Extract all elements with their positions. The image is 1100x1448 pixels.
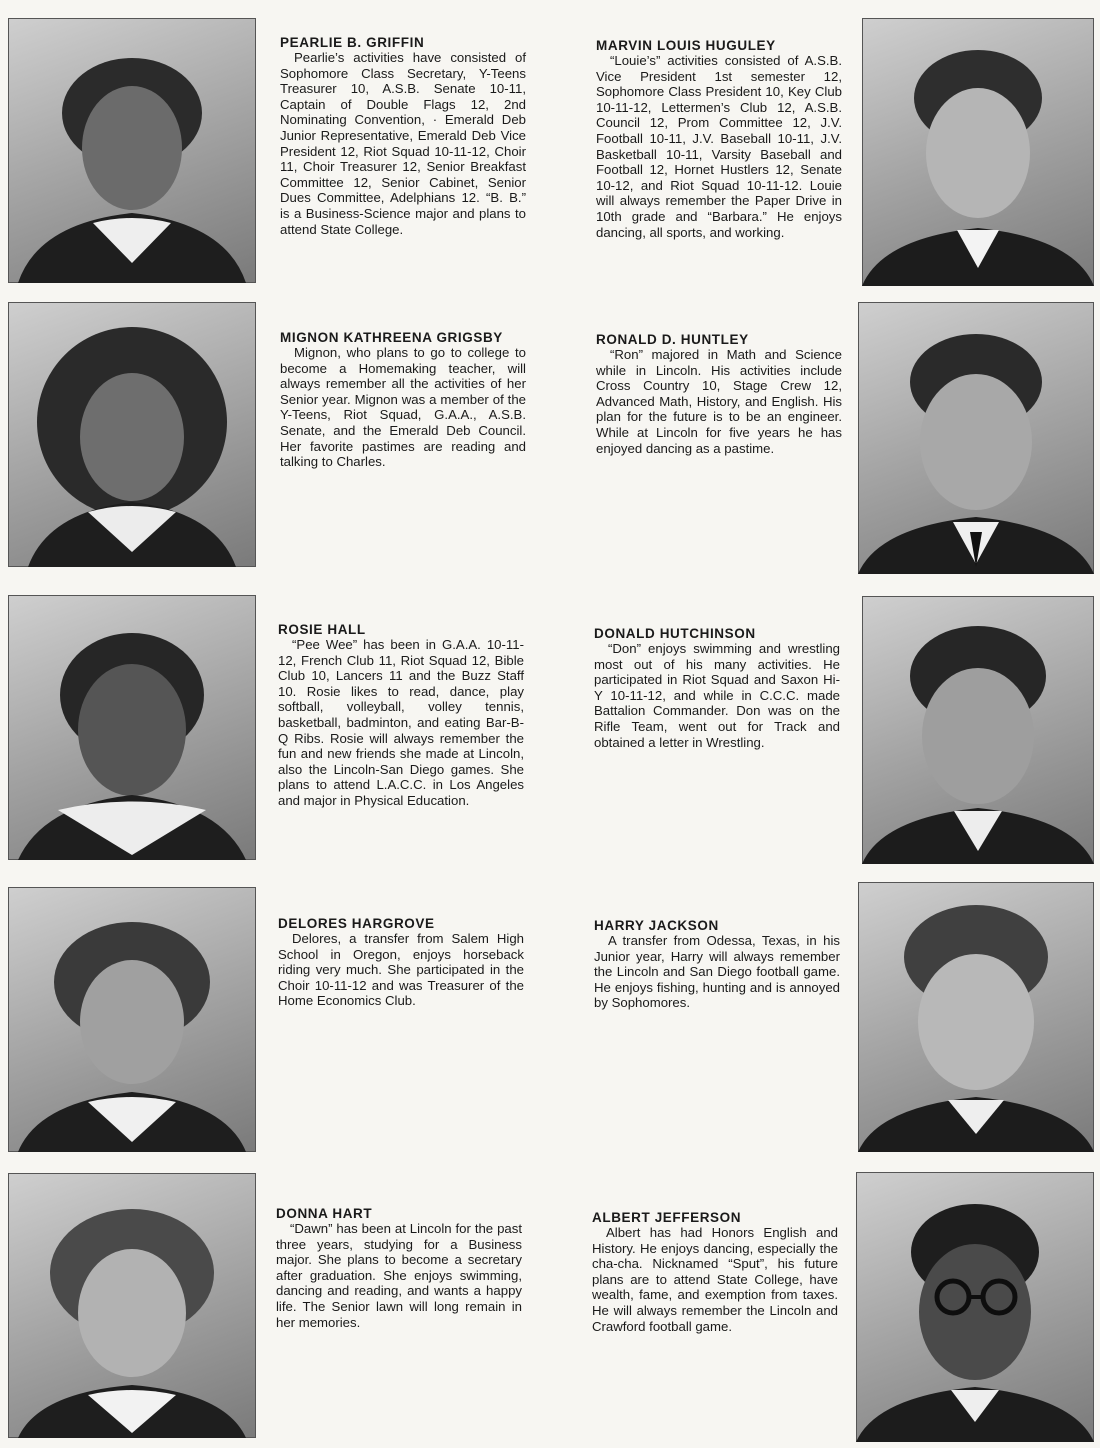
student-bio: “Ron” majored in Math and Science while in Lincoln. His activities include Cross Country 10, Stage Crew 12, Advanced Math, History, and English. His plan for the future is to be an engineer. While at Lincoln for five years he has enjoyed dancing as a pastime. [596,347,842,456]
student-name: DONNA HART [276,1206,373,1221]
student-name: MIGNON KATHREENA GRIGSBY [280,330,503,345]
student-name: DELORES HARGROVE [278,916,435,931]
portrait-photo [8,595,256,860]
portrait-photo [862,596,1094,864]
student-entry [280,330,526,470]
student-name: DONALD HUTCHINSON [594,626,756,641]
student-entry [596,332,842,456]
student-bio: Mignon, who plans to go to college to become a Homemaking teacher, will always remember all the activities of her Senior year. Mignon was a member of the Y-Teens, Riot Squad, G.A.A., A.S.B. Senate, and the Emerald Deb Council. Her favorite pastimes are reading and talking to Charles. [280,345,526,470]
student-entry [592,1210,838,1334]
portrait-photo [8,887,256,1152]
student-bio: Albert has had Honors English and History. He enjoys dancing, especially the cha-cha. Nicknamed “Sput”, his future plans are to attend State College, have wealth, fame, and exemption from taxes. He will always remember the Lincoln and Crawford football game. [592,1225,838,1334]
student-bio: Pearlie’s activities have consisted of Sophomore Class Secretary, Y-Teens Treasurer 10, A.S.B. Senate 10-11, Captain of Double Flags 12, 2nd Nominating Convention, · Emerald Deb Junior Representative, Emerald Deb Vice President 12, Riot Squad 10-11-12, Choir 11, Choir Treasurer 12, Senior Breakfast Committee 12, Senior Cabinet, Senior Dues Committee, Adelphians 12. “B. B.” is a Business-Science major and plans to attend State College. [280,50,526,237]
student-entry [278,622,524,809]
student-entry [276,1206,522,1330]
student-entry [594,918,840,1011]
portrait-photo [858,882,1094,1152]
student-name: MARVIN LOUIS HUGULEY [596,38,776,53]
portrait-photo [856,1172,1094,1442]
portrait-photo [8,18,256,283]
student-name: ALBERT JEFFERSON [592,1210,742,1225]
student-entry [280,35,526,237]
student-bio: Delores, a transfer from Salem High School in Oregon, enjoys horseback riding very much. She participated in the Choir 10-11-12 and was Treasurer of the Home Economics Club. [278,931,524,1009]
portrait-photo [858,302,1094,574]
student-name: RONALD D. HUNTLEY [596,332,749,347]
student-name: ROSIE HALL [278,622,366,637]
portrait-photo [8,302,256,567]
student-entry [278,916,524,1009]
portrait-photo [8,1173,256,1438]
student-bio: “Dawn” has been at Lincoln for the past three years, studying for a Business major. She plans to become a secretary after graduation. She enjoys swimming, dancing and reading, and wants a happy life. The Senior lawn will long remain in her memories. [276,1221,522,1330]
portrait-photo [862,18,1094,286]
student-name: HARRY JACKSON [594,918,719,933]
student-bio: “Louie’s” activities consisted of A.S.B. Vice President 1st semester 12, Sophomore Class President 10, Key Club 10-11-12, Lettermen’s Club 12, A.S.B. Council 12, Prom Committee 12, J.V. Football 10-11, J.V. Baseball 10-11, J.V. Basketball 10-11, Varsity Baseball and Football 12, Hornet Hustlers 12, Senate 10-12, and Riot Squad 10-11-12. Louie will always remember the Paper Drive in 10th grade and “Barbara.” He enjoys dancing, all sports, and working. [596,53,842,240]
student-bio: A transfer from Odessa, Texas, in his Junior year, Harry will always remember the Lincoln and San Diego football game. He enjoys fishing, hunting and is annoyed by Sophomores. [594,933,840,1011]
student-entry [594,626,840,750]
student-bio: “Don” enjoys swimming and wrestling most out of his many activities. He participated in Riot Squad and Saxon Hi-Y 10-11-12, and while in C.C.C. made Battalion Commander. Don was on the Rifle Team, went out for Track and obtained a letter in Wrestling. [594,641,840,750]
student-bio: “Pee Wee” has been in G.A.A. 10-11-12, French Club 11, Riot Squad 12, Bible Club 10, Lancers 11 and the Buzz Staff 10. Rosie likes to read, dance, play softball, volleyball, volley tennis, basketball, badminton, and eating Bar-B-Q Ribs. Rosie will always remember the fun and new friends she made at Lincoln, also the Lincoln-San Diego games. She plans to attend L.A.C.C. in Los Angeles and major in Physical Education. [278,637,524,808]
student-entry [596,38,842,240]
student-name: PEARLIE B. GRIFFIN [280,35,425,50]
